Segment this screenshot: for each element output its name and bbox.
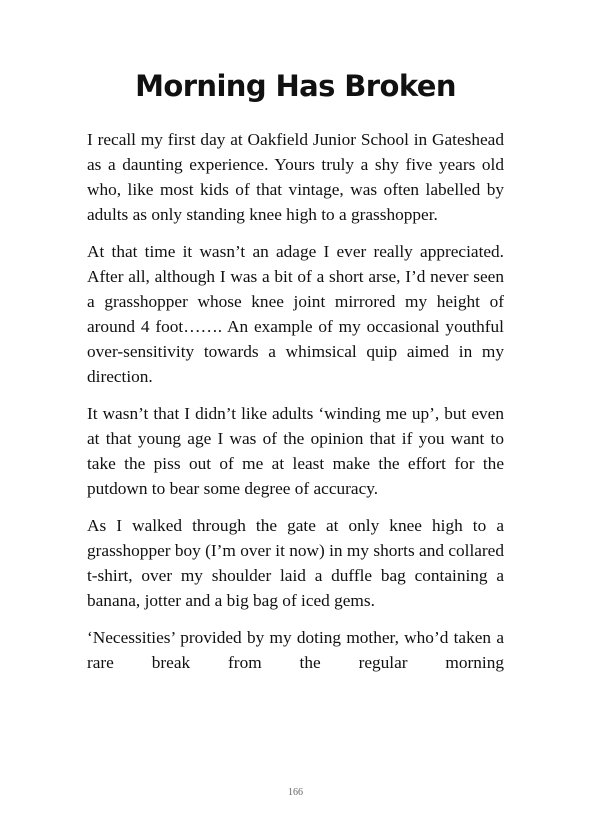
paragraph-4: As I walked through the gate at only knee high to a grasshopper boy (I’m over it now) in my shorts and collared t-shirt, over my shoulder laid a duffle bag containing a banana, jotter and a big bag of iced gems. xyxy=(87,516,504,610)
chapter-title: Morning Has Broken xyxy=(135,69,456,103)
paragraph-2: At that time it wasn’t an adage I ever really appreciated. After all, although I was a bit of a short arse, I’d never seen a grasshopper whose knee joint mirrored my height of around 4 foot……. An example of my occasional youthful over-sensitivity towards a whimsical quip aimed in my direction. xyxy=(87,242,504,386)
paragraph-1: I recall my first day at Oakfield Junior School in Gateshead as a daunting experience. Yours truly a shy five years old who, like most kids of that vintage, was often labelled by adults as only standing knee high to a grasshopper. xyxy=(87,130,504,224)
chapter-body xyxy=(87,127,504,687)
page-number: 166 xyxy=(288,787,303,798)
paragraph-3: It wasn’t that I didn’t like adults ‘winding me up’, but even at that young age I was of the opinion that if you want to take the piss out of me at least make the effort for the putdown to bear some degree of accuracy. xyxy=(87,404,504,498)
paragraph-5: ‘Necessities’ provided by my doting mother, who’d taken a rare break from the regular morning xyxy=(87,628,504,672)
